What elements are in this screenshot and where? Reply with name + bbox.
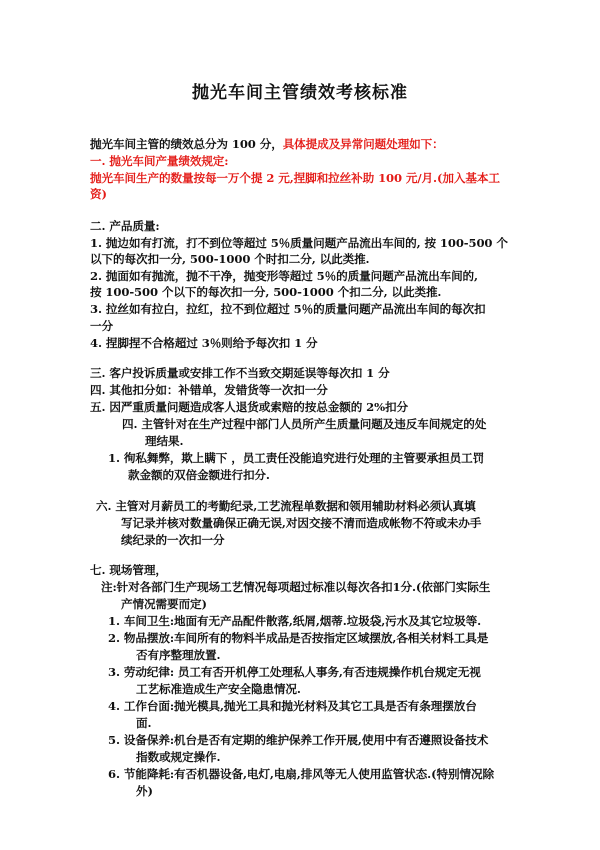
intro-line	[90, 136, 444, 152]
intro-highlight: 具体提成及异常问题处理如下：	[282, 137, 444, 151]
section5-line: 五. 因严重质量问题造成客人退货或索赔的按总金额的 2%扣分	[90, 400, 409, 414]
section7-item-2-cont: 否有序整理放置.	[136, 648, 221, 662]
section2-item-2: 2. 抛面如有抛流，抛不干净，抛变形等超过 5％的质量问题产品流出车间的,	[90, 269, 478, 283]
section2-heading: 二. 产品质量:	[90, 219, 160, 233]
section4b-item-1-cont: 款金额的双倍金额进行扣分.	[128, 468, 270, 482]
section2-item-1: 1. 抛边如有打流，打不到位等超过 5％质量问题产品流出车间的, 按 100-500 个	[90, 236, 508, 250]
section6-line-cont: 续纪录的一次扣一分	[121, 533, 225, 547]
section4b-line: 四. 主管针对在生产过程中部门人员所产生质量问题及违反车间规定的处	[122, 417, 487, 431]
section7-item-5: 5. 设备保养:机台是否有定期的维护保养工作开展,使用中有否遵照设备技术	[108, 733, 489, 747]
page-title: 抛光车间主管绩效考核标准	[192, 83, 408, 103]
section2-item-3-cont: 一分	[90, 319, 113, 333]
section2-item-1-cont: 以下的每次扣一分, 500-1000 个时扣二分, 以此类推.	[90, 252, 370, 266]
section7-note: 注:针对各部门生产现场工艺情况每项超过标准以每次各扣1分.(依部门实际生	[101, 580, 491, 594]
section7-item-6-cont: 外)	[136, 784, 153, 798]
section4b-item-1: 1. 徇私舞弊，欺上瞒下 ，员工责任没能追究进行处理的主管要承担员工罚	[108, 451, 485, 465]
section2-item-2-cont: 按 100-500 个以下的每次扣一分, 500-1000 个扣二分, 以此类推.	[90, 285, 442, 299]
section7-item-4: 4. 工作台面:抛光模具,抛光工具和抛光材料及其它工具是否有条理摆放台	[108, 699, 477, 713]
section7-item-5-cont: 指数或规定操作.	[136, 750, 221, 764]
section6-line-cont: 写记录并核对数量确保正确无误,对因交接不清而造成帐物不符或未办手	[121, 516, 482, 530]
section7-item-4-cont: 面.	[136, 716, 152, 730]
section1-line: 资)	[90, 187, 107, 201]
section7-item-6: 6. 节能降耗:有否机器设备,电灯,电扇,排风等无人使用监管状态.(特别情况除	[108, 767, 494, 781]
section7-heading: 七. 现场管理，	[90, 563, 167, 577]
section3-line: 三. 客户投诉质量或安排工作不当致交期延误等每次扣 1 分	[90, 366, 390, 380]
section2-item-4: 4. 捏脚捏不合格超过 3％则给予每次扣 1 分	[90, 336, 318, 350]
section4-line: 四. 其他扣分如：补错单，发错货等一次扣一分	[90, 383, 328, 397]
section7-item-2: 2. 物品摆放:车间所有的物料半成品是否按指定区域摆放,各相关材料工具是	[108, 631, 489, 645]
section7-item-3: 3. 劳动纪律: 员工有否开机停工处理私人事务,有否违规操作机台规定无视	[108, 665, 481, 679]
section4b-line-cont: 理结果.	[145, 434, 184, 448]
section2-item-3: 3. 拉丝如有拉白，拉红，拉不到位超过 5％的质量问题产品流出车间的每次扣	[90, 302, 486, 316]
section1-heading: 一. 抛光车间产量绩效规定:	[90, 154, 229, 168]
intro-text: 抛光车间主管的绩效总分为 100 分，	[90, 137, 283, 151]
section7-item-3-cont: 工艺标准造成生产安全隐患情况.	[136, 682, 301, 696]
section7-item-1: 1. 车间卫生:地面有无产品配件散落,纸屑,烟蒂.垃圾袋,污水及其它垃圾等.	[108, 614, 482, 628]
section6-line: 六. 主管对月薪员工的考勤纪录,工艺流程单数据和领用辅助材料必须认真填	[96, 499, 476, 513]
section1-line: 抛光车间生产的数量按每一万个提 2 元,捏脚和拉丝补助 100 元/月.(加入基本工	[90, 171, 500, 185]
section7-note-cont: 产情况需要而定)	[121, 597, 207, 611]
